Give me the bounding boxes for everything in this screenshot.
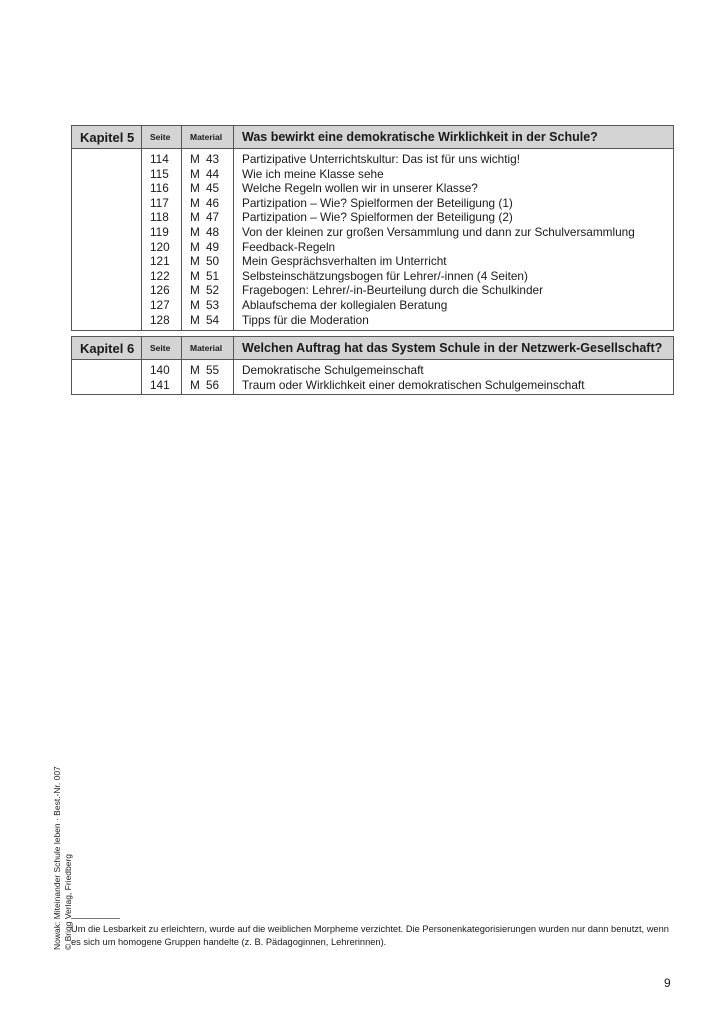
- sidebar-line-2: © Brigg Verlag, Friedberg: [63, 853, 73, 950]
- material-prefix: M: [190, 166, 200, 181]
- material-number: 51: [206, 268, 220, 283]
- material-column: [182, 149, 234, 330]
- material-number: 56: [206, 377, 220, 392]
- page-number: 126: [150, 283, 170, 298]
- material-ref: [190, 378, 233, 393]
- material-ref: [190, 269, 233, 284]
- material-number: 52: [206, 283, 220, 298]
- chapter-label: Kapitel 6: [72, 337, 142, 359]
- material-title: Welche Regeln wollen wir in unserer Klasse?: [242, 181, 478, 196]
- material-number: 53: [206, 297, 220, 312]
- material-ref: [190, 283, 233, 298]
- material-title: Wie ich meine Klasse sehe: [242, 166, 384, 181]
- page-number: 120: [150, 239, 170, 254]
- material-number: 55: [206, 363, 220, 377]
- material-number: 45: [206, 181, 220, 196]
- material-number: 46: [206, 195, 220, 210]
- material-title: Selbsteinschätzungsbogen für Lehrer/-innen (4 Seiten): [242, 268, 528, 283]
- column-header-material: Material: [182, 337, 234, 359]
- empty-column: [72, 360, 142, 394]
- material-title: Partizipation – Wie? Spielformen der Beteiligung (2): [242, 210, 513, 225]
- material-prefix: M: [190, 268, 200, 283]
- title-column: [234, 149, 673, 330]
- page-number: 118: [150, 210, 169, 225]
- page-number: 121: [150, 254, 170, 269]
- chapter-header: [72, 337, 673, 360]
- material-title: Partizipation – Wie? Spielformen der Beteiligung (1): [242, 195, 513, 210]
- material-ref: [190, 225, 233, 240]
- chapter-5-table: [71, 125, 674, 331]
- chapter-title: Was bewirkt eine demokratische Wirklichkeit in der Schule?: [242, 130, 598, 144]
- material-number: 50: [206, 254, 220, 269]
- page-number: 128: [150, 312, 170, 327]
- material-prefix: M: [190, 210, 200, 225]
- material-number: 54: [206, 312, 220, 327]
- material-prefix: M: [190, 297, 200, 312]
- material-prefix: M: [190, 224, 200, 239]
- material-column: [182, 360, 234, 394]
- material-ref: [190, 181, 233, 196]
- material-number: 48: [206, 224, 220, 239]
- material-number: 47: [206, 210, 220, 225]
- material-prefix: M: [190, 377, 200, 392]
- material-title: Demokratische Schulgemeinschaft: [242, 363, 424, 377]
- page-number: 140: [150, 363, 170, 377]
- sidebar-line-1: Nowak: Miteinander Schule leben · Best.-Nr. 007: [52, 766, 62, 950]
- page-number: 114: [150, 152, 169, 166]
- column-header-material: Material: [182, 126, 234, 148]
- material-number: 44: [206, 166, 220, 181]
- material-prefix: M: [190, 312, 200, 327]
- page-number: 117: [150, 195, 169, 210]
- material-title: Partizipative Unterrichtskultur: Das ist für uns wichtig!: [242, 152, 520, 166]
- material-prefix: M: [190, 283, 200, 298]
- material-number: 49: [206, 239, 220, 254]
- page-column: [142, 360, 182, 394]
- material-ref: [190, 254, 233, 269]
- chapter-body: [72, 149, 673, 330]
- page-number: 119: [150, 224, 169, 239]
- page-number: 127: [150, 297, 170, 312]
- page-column: [142, 149, 182, 330]
- page-number: 122: [150, 268, 170, 283]
- material-number: 43: [206, 152, 220, 166]
- material-title: Tipps für die Moderation: [242, 312, 369, 327]
- material-prefix: M: [190, 254, 200, 269]
- material-title: Mein Gesprächsverhalten im Unterricht: [242, 254, 447, 269]
- chapter-6-table: [71, 336, 674, 395]
- material-ref: [190, 152, 233, 167]
- material-ref: [190, 210, 233, 225]
- footnote-divider: [71, 918, 120, 919]
- material-prefix: M: [190, 239, 200, 254]
- chapter-header: [72, 126, 673, 149]
- material-title: Traum oder Wirklichkeit einer demokratischen Schulgemeinschaft: [242, 377, 585, 392]
- material-ref: [190, 167, 233, 182]
- page-number: 116: [150, 181, 169, 196]
- title-column: [234, 360, 673, 394]
- material-ref: [190, 196, 233, 211]
- material-ref: [190, 240, 233, 255]
- page-number: 115: [150, 166, 169, 181]
- material-ref: [190, 298, 233, 313]
- material-title: Ablaufschema der kollegialen Beratung: [242, 297, 448, 312]
- material-ref: [190, 313, 233, 328]
- footnote: Um die Lesbarkeit zu erleichtern, wurde auf die weiblichen Morpheme verzichtet. Die Personenkategorisierungen wurden nur dann benutzt, wenn es sich um homogene Gruppen handelte (z. B. Pädagoginnen, Lehrerinnen).: [71, 924, 669, 947]
- material-title: Von der kleinen zur großen Versammlung und dann zur Schulversammlung: [242, 224, 635, 239]
- material-prefix: M: [190, 152, 200, 166]
- column-header-seite: Seite: [142, 126, 182, 148]
- material-prefix: M: [190, 363, 200, 377]
- empty-column: [72, 149, 142, 330]
- material-title: Fragebogen: Lehrer/-in-Beurteilung durch die Schulkinder: [242, 283, 543, 298]
- page-number: 141: [150, 377, 170, 392]
- chapter-label: Kapitel 5: [72, 126, 142, 148]
- page-number-footer: 9: [664, 976, 671, 990]
- chapter-title: Welchen Auftrag hat das System Schule in der Netzwerk-Gesellschaft?: [242, 341, 663, 355]
- chapter-body: [72, 360, 673, 394]
- material-ref: [190, 363, 233, 378]
- material-prefix: M: [190, 181, 200, 196]
- column-header-seite: Seite: [142, 337, 182, 359]
- material-prefix: M: [190, 195, 200, 210]
- material-title: Feedback-Regeln: [242, 239, 336, 254]
